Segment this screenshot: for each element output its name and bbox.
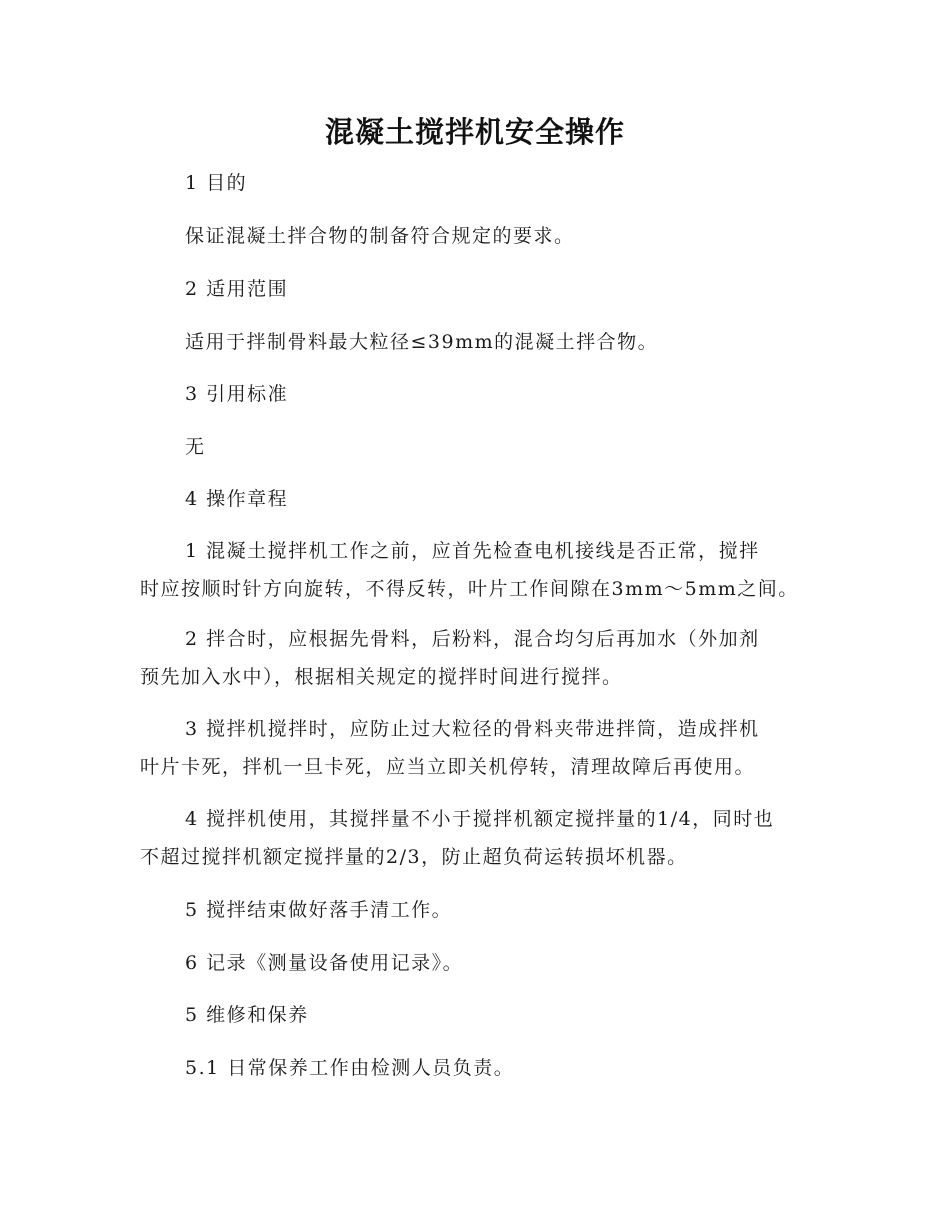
procedure-1-line-2: 时应按顺时针方向旋转，不得反转，叶片工作间隙在3mm～5mm之间。 [140, 578, 799, 600]
procedure-5: 5 搅拌结束做好落手清工作。 [185, 899, 453, 921]
procedure-paragraph-1 [140, 532, 820, 608]
procedure-3-line-2: 叶片卡死，拌机一旦卡死，应当立即关机停转，清理故障后再使用。 [140, 756, 756, 778]
procedure-4-line-1: 4 搅拌机使用，其搅拌量不小于搅拌机额定搅拌量的1/4，同时也 [185, 808, 775, 830]
section-body-purpose: 保证混凝土拌合物的制备符合规定的要求。 [185, 225, 575, 247]
procedure-paragraph-2 [140, 620, 820, 696]
procedure-paragraph-4 [140, 800, 820, 876]
section-heading-purpose: 1 目的 [185, 172, 248, 194]
procedure-paragraph-3 [140, 710, 820, 786]
procedure-4-line-2: 不超过搅拌机额定搅拌量的2/3，防止超负荷运转损坏机器。 [140, 846, 688, 868]
section-heading-maintenance: 5 维修和保养 [185, 1004, 309, 1026]
section-heading-scope: 2 适用范围 [185, 278, 289, 300]
section-body-references: 无 [185, 436, 206, 458]
procedure-2-line-1: 2 拌合时，应根据先骨料，后粉料，混合均匀后再加水（外加剂 [185, 628, 760, 650]
procedure-1-line-1: 1 混凝土搅拌机工作之前，应首先检查电机接线是否正常，搅拌 [185, 540, 760, 562]
maintenance-item-5-1: 5.1 日常保养工作由检测人员负责。 [185, 1057, 515, 1079]
procedure-2-line-2: 预先加入水中），根据相关规定的搅拌时间进行搅拌。 [140, 666, 623, 688]
document-title: 混凝土搅拌机安全操作 [324, 115, 625, 149]
procedure-3-line-1: 3 搅拌机搅拌时，应防止过大粒径的骨料夹带进拌筒，造成拌机 [185, 718, 760, 740]
section-heading-procedures: 4 操作章程 [185, 488, 289, 510]
procedure-6: 6 记录《测量设备使用记录》。 [185, 952, 464, 974]
section-body-scope: 适用于拌制骨料最大粒径≤39mm的混凝土拌合物。 [185, 331, 659, 353]
section-heading-references: 3 引用标准 [185, 383, 289, 405]
